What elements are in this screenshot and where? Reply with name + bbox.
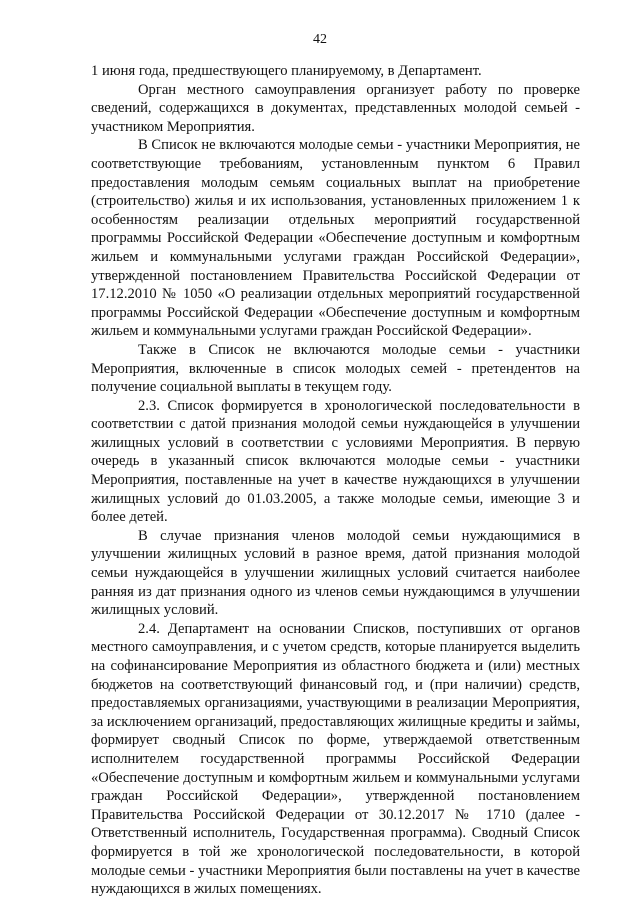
paragraph-recognition-dates: В случае признания членов молодой семьи нуждающимися в улучшении жилищных условий в разное время, датой признания молодой семьи нуждающейся в улучшении жилищных условий считается наиболее ранняя из дат признания одного из членов семьи нуждающимся в улучшении жилищных условий.	[91, 527, 580, 619]
paragraph-continuation: 1 июня года, предшествующего планируемому, в Департамент.	[91, 63, 482, 79]
page-number: 42	[313, 32, 327, 47]
paragraph-section-2-4: 2.4. Департамент на основании Списков, поступивших от органов местного самоуправления, и с учетом средств, которые планируется выделить на софинансирование Мероприятия из областного бюджета и (или) местных бюджетов на соответствующий финансовый год, и (при наличии) средств, предоставляемых организациями, участвующими в реализации Мероприятия, за исключением организаций, предоставляющих жилищные кредиты и займы, формирует сводный Список по форме, утверждаемой ответственным исполнителем государственной программы Российской Федерации «Обеспечение доступным и комфортным жильем и коммунальными услугами граждан Российской Федерации», утвержденной постановлением Правительства Российской Федерации от 30.12.2017 № 1710 (далее - Ответственный исполнитель, Государственная программа). Сводный Список формируется в той же хронологической последовательности, в которой молодые семьи - участники Мероприятия были поставлены на учет в качестве нуждающихся в жилых помещениях.	[91, 620, 580, 898]
document-body	[91, 62, 580, 899]
paragraph-verification: Орган местного самоуправления организует работу по проверке сведений, содержащихся в документах, представленных молодой семьей - участником Мероприятия.	[91, 81, 580, 135]
paragraph-section-2-3: 2.3. Список формируется в хронологической последовательности в соответствии с датой признания молодой семьи нуждающейся в улучшении жилищных условий в соответствии с условиями Мероприятия. В первую очередь в указанный список включаются молодые семьи - участники Мероприятия, поставленные на учет в качестве нуждающихся в улучшении жилищных условий до 01.03.2005, а также молодые семьи, имеющие 3 и более детей.	[91, 397, 580, 526]
paragraph-exclusion-current-year: Также в Список не включаются молодые семьи - участники Мероприятия, включенные в список молодых семей - претендентов на получение социальной выплаты в текущем году.	[91, 341, 580, 396]
paragraph-exclusion-requirements: В Список не включаются молодые семьи - участники Мероприятия, не соответствующие требованиям, установленным пунктом 6 Правил предоставления молодым семьям социальных выплат на приобретение (строительство) жилья и их использования, установленных приложением 1 к особенностям реализации отдельных мероприятий государственной программы Российской Федерации «Обеспечение доступным и комфортным жильем и коммунальными услугами граждан Российской Федерации», утвержденной постановлением Правительства Российской Федерации от 17.12.2010 № 1050 «О реализации отдельных мероприятий государственной программы Российской Федерации «Обеспечение доступным и комфортным жильем и коммунальными услугами граждан Российской Федерации».	[91, 137, 580, 340]
